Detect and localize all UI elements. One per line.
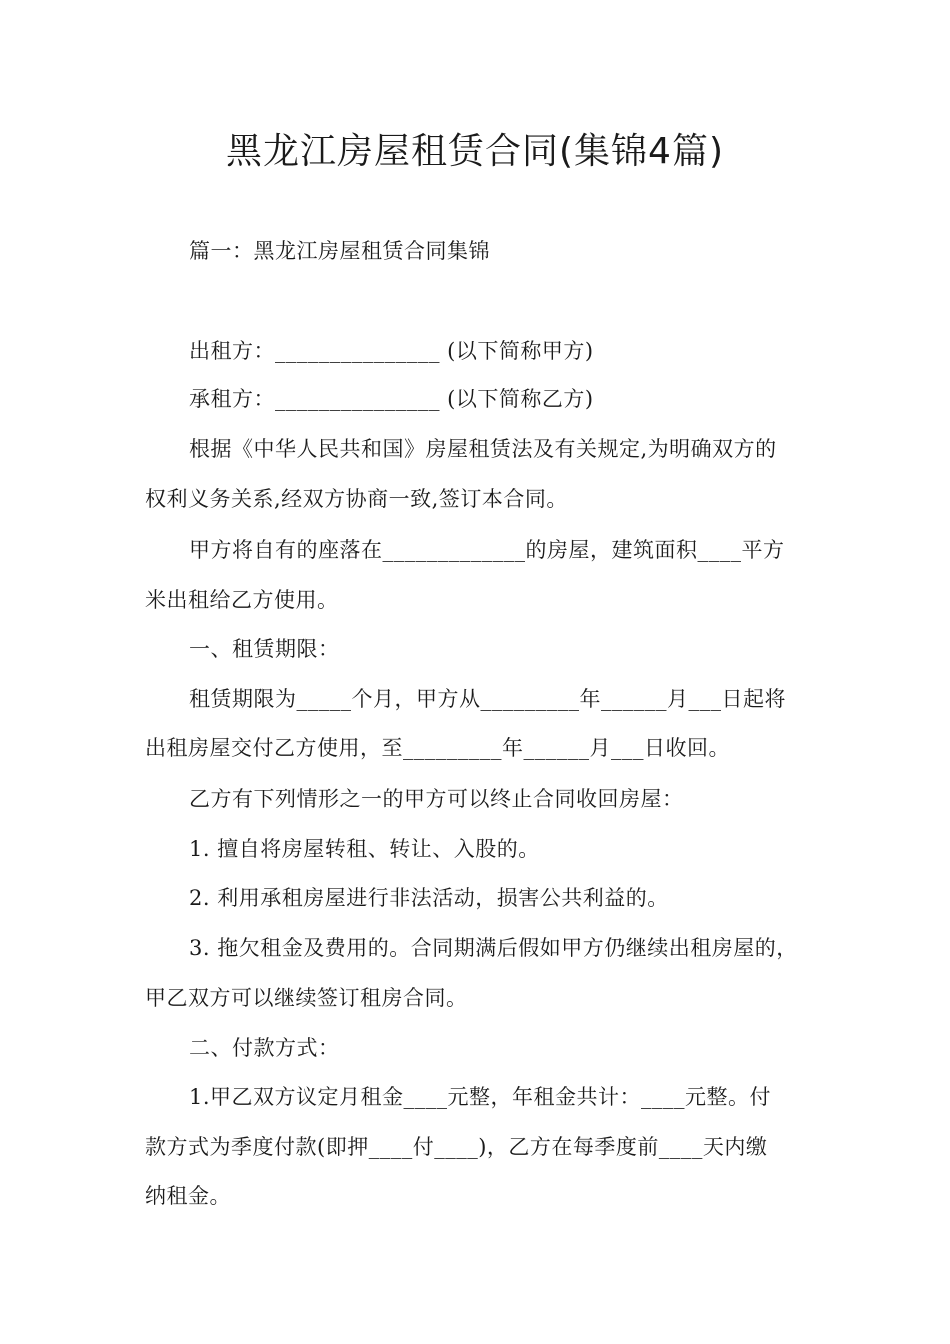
paragraph-line: 甲方将自有的座落在_____________的房屋，建筑面积____平方	[189, 538, 785, 562]
list-item: 3. 拖欠租金及费用的。合同期满后假如甲方仍继续出租房屋的，	[189, 936, 798, 960]
paragraph-line: 出租房屋交付乙方使用，至_________年______月___日收回。	[145, 736, 730, 760]
document-title: 黑龙江房屋租赁合同(集锦4篇)	[226, 131, 724, 172]
lessor-line: 出租方：_______________ (以下简称甲方)	[189, 339, 594, 363]
paragraph-line: 租赁期限为_____个月，甲方从_________年______月___日起将	[189, 687, 786, 711]
paragraph-line: 根据《中华人民共和国》房屋租赁法及有关规定,为明确双方的	[189, 437, 777, 461]
clause-heading: 一、租赁期限：	[189, 637, 340, 661]
paragraph-line: 1.甲乙双方议定月租金____元整，年租金共计：____元整。付	[189, 1085, 772, 1109]
section-heading: 篇一：黑龙江房屋租赁合同集锦	[189, 239, 490, 263]
list-item: 2. 利用承租房屋进行非法活动，损害公共利益的。	[189, 886, 669, 910]
paragraph-line: 款方式为季度付款(即押____付____)，乙方在每季度前____天内缴	[145, 1135, 768, 1159]
paragraph-line: 权利义务关系,经双方协商一致,签订本合同。	[145, 487, 568, 511]
clause-heading: 二、付款方式：	[189, 1036, 340, 1060]
paragraph-line: 米出租给乙方使用。	[145, 588, 339, 612]
list-item: 1. 擅自将房屋转租、转让、入股的。	[189, 837, 540, 861]
paragraph-line: 甲乙双方可以继续签订租房合同。	[145, 986, 468, 1010]
paragraph-line: 纳租金。	[145, 1184, 231, 1208]
lessee-line: 承租方：_______________ (以下简称乙方)	[189, 387, 594, 411]
paragraph-line: 乙方有下列情形之一的甲方可以终止合同收回房屋：	[189, 787, 684, 811]
